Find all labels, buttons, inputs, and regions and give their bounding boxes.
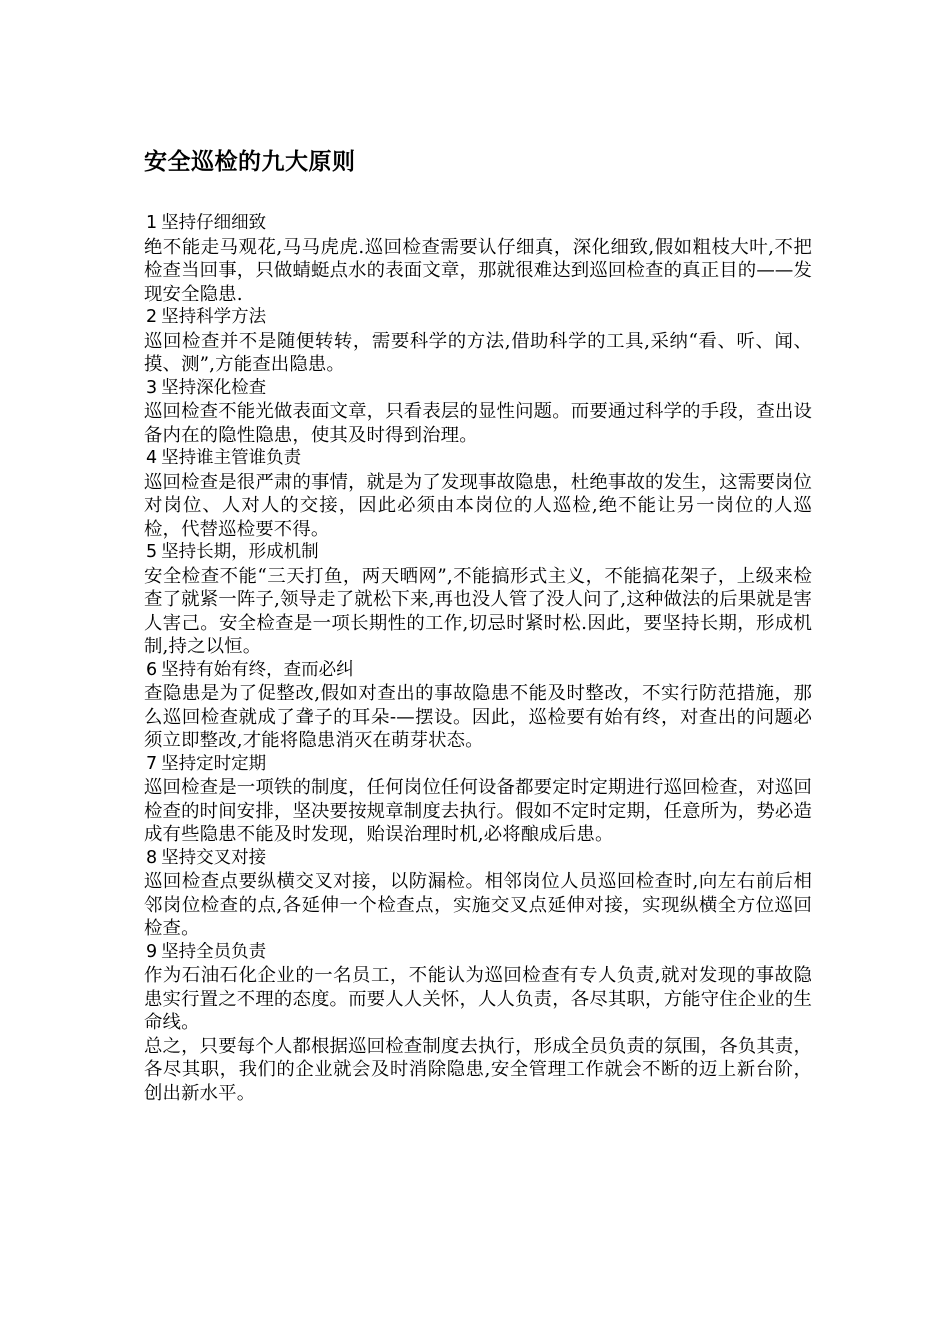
principle-section	[144, 753, 812, 847]
principle-heading	[144, 306, 812, 330]
principle-section	[144, 212, 812, 306]
principle-number: 4	[146, 448, 158, 468]
principle-body: 巡回检查不能光做表面文章，只看表层的显性问题。而要通过科学的手段，查出设备内在的隐性隐患，使其及时得到治理。	[144, 401, 812, 446]
principle-number: 9	[146, 941, 158, 962]
principle-title: 坚持长期，形成机制	[161, 542, 319, 562]
principle-body: 巡回检查是很严肃的事情，就是为了发现事故隐患，杜绝事故的发生，这需要岗位对岗位、人对人的交接，因此必须由本岗位的人巡检,绝不能让另一岗位的人巡检，代替巡检要不得。	[144, 471, 812, 540]
principle-number: 7	[146, 753, 158, 774]
principle-body: 绝不能走马观花,马马虎虎.巡回检查需要认仔细真，深化细致,假如粗枝大叶,不把检查当回事，只做蜻蜓点水的表面文章，那就很难达到巡回检查的真正目的——发现安全隐患.	[144, 236, 812, 305]
principle-title: 坚持全员负责	[161, 941, 267, 962]
principle-section	[144, 941, 812, 1035]
principle-heading	[144, 447, 812, 471]
principle-section	[144, 541, 812, 659]
principle-body: 查隐患是为了促整改,假如对查出的事故隐患不能及时整改，不实行防范措施，那么巡回检查就成了聋子的耳朵-—摆设。因此，巡检要有始有终，对查出的问题必须立即整改,才能将隐患消灭在萌芽状态。	[144, 683, 812, 751]
principle-heading	[144, 659, 812, 683]
principle-title: 坚持谁主管谁负责	[161, 448, 302, 468]
principle-body: 巡回检查是一项铁的制度，任何岗位任何设备都要定时定期进行巡回检查，对巡回检查的时间安排，坚决要按规章制度去执行。假如不定时定期，任意所为，势必造成有些隐患不能及时发现，贻误治理时机,必将酿成后患。	[144, 777, 812, 845]
principle-section	[144, 659, 812, 753]
principle-body: 巡回检查并不是随便转转，需要科学的方法,借助科学的工具,采纳“看、听、闻、摸、测”,方能查出隐患。	[144, 330, 812, 375]
principle-heading	[144, 377, 812, 401]
principle-title: 坚持有始有终，查而必纠	[161, 659, 354, 680]
principle-section	[144, 847, 812, 941]
principle-number: 8	[146, 847, 158, 868]
principle-body: 安全检查不能“三天打鱼，两天晒网”,不能搞形式主义，不能搞花架子，上级来检查了就紧一阵子,领导走了就松下来,再也没人管了没人问了,这种做法的后果就是害人害己。安全检查是一项长期性的工作,切忌时紧时松.因此，要坚持长期，形成机制,持之以恒。	[144, 565, 812, 657]
principle-number: 3	[146, 377, 158, 398]
principle-heading	[144, 847, 812, 871]
principle-heading	[144, 212, 812, 236]
document-page	[144, 140, 812, 1105]
principle-number: 6	[146, 659, 158, 680]
principle-heading	[144, 541, 812, 565]
principle-heading	[144, 753, 812, 777]
principle-title: 坚持仔细细致	[161, 213, 267, 233]
principle-title: 坚持交叉对接	[161, 847, 267, 868]
principle-title: 坚持定时定期	[161, 753, 267, 774]
principle-body: 巡回检查点要纵横交叉对接，以防漏检。相邻岗位人员巡回检查时,向左右前后相邻岗位检查的点,各延伸一个检查点，实施交叉点延伸对接，实现纵横全方位巡回检查。	[144, 871, 812, 939]
principle-number: 5	[146, 542, 158, 562]
conclusion-paragraph: 总之，只要每个人都根据巡回检查制度去执行，形成全员负责的氛围，各负其责，各尽其职，我们的企业就会及时消除隐患,安全管理工作就会不断的迈上新台阶，创出新水平。	[144, 1035, 812, 1104]
principle-section	[144, 306, 812, 377]
principle-title: 坚持科学方法	[161, 307, 267, 327]
principle-section	[144, 447, 812, 541]
principle-number: 1	[146, 213, 158, 233]
principle-heading	[144, 941, 812, 965]
principle-body: 作为石油石化企业的一名员工，不能认为巡回检查有专人负责,就对发现的事故隐患实行置之不理的态度。而要人人关怀，人人负责，各尽其职，方能守住企业的生命线。	[144, 965, 812, 1033]
principles-list	[144, 212, 812, 1105]
principle-number: 2	[146, 307, 158, 327]
principle-section	[144, 377, 812, 448]
principle-title: 坚持深化检查	[161, 377, 267, 398]
document-title: 安全巡检的九大原则	[144, 149, 356, 175]
